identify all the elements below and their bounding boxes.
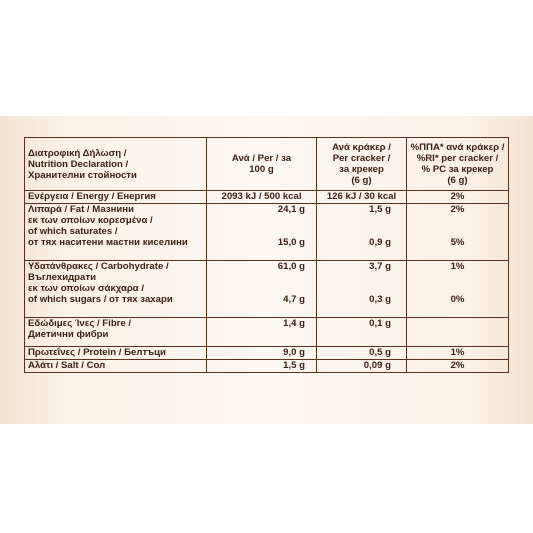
fat-per-cracker: 1,5 g 0,9 g: [317, 204, 407, 261]
energy-row: [25, 191, 509, 204]
fibre-label: Εδώδιμες Ίνες / Fibre / Диетични фибри: [25, 318, 207, 347]
protein-label: Πρωτεΐνες / Protein / Белтъци: [25, 347, 207, 360]
energy-label: Ενέργεια / Energy / Енергия: [25, 191, 207, 204]
salt-row: [25, 360, 509, 373]
protein-row: [25, 347, 509, 360]
salt-label: Αλάτι / Salt / Сол: [25, 360, 207, 373]
header-per-cracker: Ανά κράκερ / Per cracker / за крекер (6 g): [317, 138, 407, 191]
header-row: [25, 138, 509, 191]
fibre-ri: [407, 318, 509, 347]
fibre-per-100g: 1,4 g: [207, 318, 317, 347]
fat-label: Λιπαρά / Fat / Мазнини εκ των οποίων κορεσμένα / of which saturates / от тях наситени мастни киселини: [25, 204, 207, 261]
fat-per-100g: 24,1 g 15,0 g: [207, 204, 317, 261]
energy-per-100g: 2093 kJ / 500 kcal: [207, 191, 317, 204]
salt-per-100g: 1,5 g: [207, 360, 317, 373]
carbohydrate-ri: 1% 0%: [407, 261, 509, 318]
carbohydrate-per-cracker: 3,7 g 0,3 g: [317, 261, 407, 318]
energy-per-cracker: 126 kJ / 30 kcal: [317, 191, 407, 204]
energy-ri: 2%: [407, 191, 509, 204]
protein-ri: 1%: [407, 347, 509, 360]
carbohydrate-label: Υδατάνθρακες / Carbohydrate / Въглехидрати εκ των οποίων σάκχαρα / of which sugars / от тях захари: [25, 261, 207, 318]
header-reference-intake: %ΠΠΑ* ανά κράκερ / %RI* per cracker / % PC за крекер (6 g): [407, 138, 509, 191]
protein-per-100g: 9,0 g: [207, 347, 317, 360]
fibre-per-cracker: 0,1 g: [317, 318, 407, 347]
salt-ri: 2%: [407, 360, 509, 373]
header-nutrition-declaration: Διατροφική Δήλωση / Nutrition Declaration / Хранителни стойности: [25, 138, 207, 191]
fat-row: [25, 204, 509, 261]
nutrition-table: [24, 137, 509, 373]
header-per-100g: Ανά / Per / за 100 g: [207, 138, 317, 191]
carbohydrate-row: [25, 261, 509, 318]
protein-per-cracker: 0,5 g: [317, 347, 407, 360]
fibre-row: [25, 318, 509, 347]
carbohydrate-per-100g: 61,0 g 4,7 g: [207, 261, 317, 318]
fat-ri: 2% 5%: [407, 204, 509, 261]
salt-per-cracker: 0,09 g: [317, 360, 407, 373]
